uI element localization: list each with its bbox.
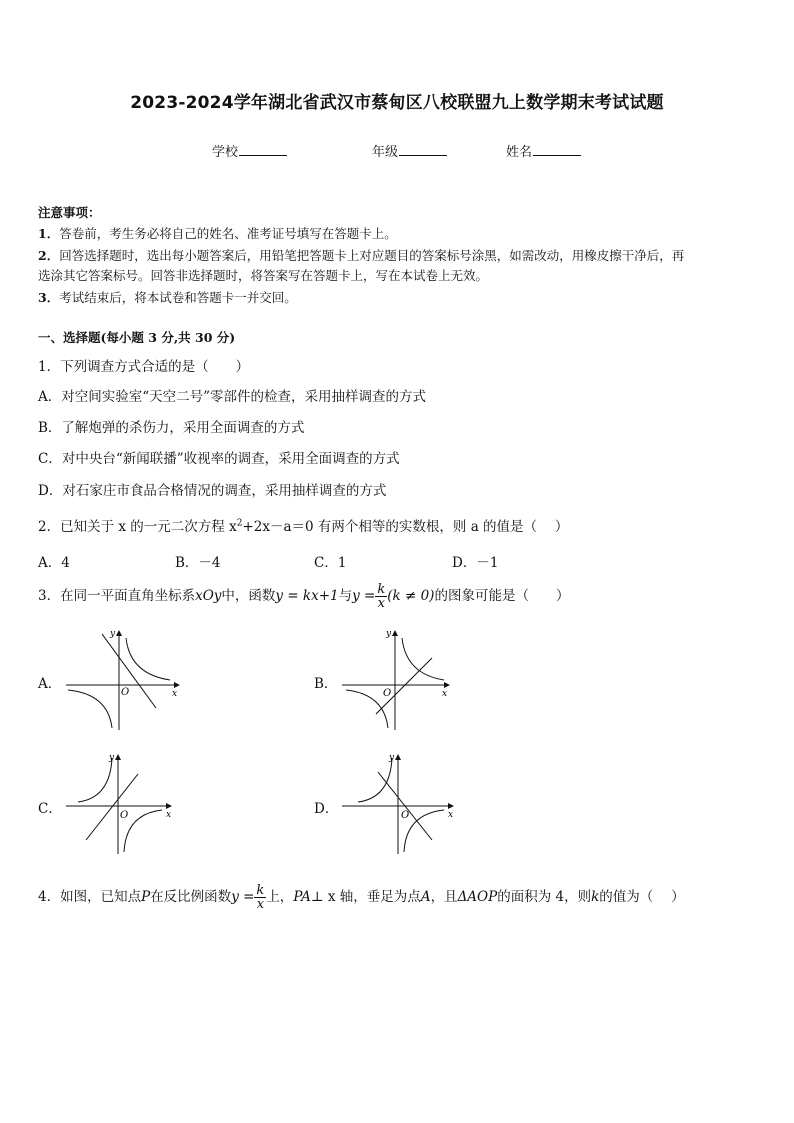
origin-label: O xyxy=(121,687,130,698)
x-axis-arrow xyxy=(166,803,172,809)
note-1: 1．答卷前，考生务必将自己的姓名、准考证号填写在答题卡上。 xyxy=(38,226,397,241)
q1-stem: 1．下列调查方式合适的是（ ） xyxy=(38,359,250,375)
q2-option-d[interactable]: D．－1 xyxy=(452,555,499,571)
line-graph xyxy=(86,774,138,840)
q3-option-a-label[interactable]: A． xyxy=(38,676,62,692)
q2-option-a[interactable]: A．4 xyxy=(38,555,70,571)
q3-graph-d[interactable] xyxy=(340,748,464,856)
school-field[interactable] xyxy=(212,141,287,160)
hyperbola-branch-2 xyxy=(68,690,112,728)
q3-option-c-label[interactable]: C． xyxy=(38,801,62,817)
hyperbola-branch-1 xyxy=(358,758,392,802)
y-axis-arrow xyxy=(395,754,401,760)
q1-option-b[interactable]: B．了解炮弹的杀伤力，采用全面调查的方式 xyxy=(38,420,305,436)
grade-field[interactable] xyxy=(372,141,447,160)
grade-blank[interactable] xyxy=(399,143,447,156)
q4-fraction: $\frac{k}{x}$ xyxy=(256,883,265,912)
q3-option-d-label[interactable]: D． xyxy=(314,801,339,817)
hyperbola-branch-1 xyxy=(126,638,170,680)
origin-label: O xyxy=(120,810,129,821)
name-blank[interactable] xyxy=(533,143,581,156)
name-field[interactable] xyxy=(506,141,581,160)
x-label: x xyxy=(172,689,178,699)
y-axis-arrow xyxy=(392,630,398,636)
q3-graph-b[interactable] xyxy=(340,624,464,732)
q2-option-b[interactable]: B．－4 xyxy=(175,555,221,571)
q3-graph-a[interactable] xyxy=(64,624,188,732)
x-axis-arrow xyxy=(174,682,180,688)
q3-fraction: $\frac{k}{x}$ xyxy=(377,582,386,611)
x-label: x xyxy=(448,810,454,820)
q1-option-a[interactable]: A．对空间实验室“天空二号”零部件的检查，采用抽样调查的方式 xyxy=(38,389,427,405)
y-axis-arrow xyxy=(116,630,122,636)
line-graph xyxy=(376,658,432,714)
q2-option-c[interactable]: C．1 xyxy=(314,555,347,571)
x-axis-arrow xyxy=(448,803,454,809)
y-label: y xyxy=(110,629,116,639)
name-label: 姓名 xyxy=(506,145,533,160)
q3-function-linear: y = kx+1 xyxy=(275,588,339,604)
x-axis-arrow xyxy=(444,682,450,688)
q2-equation: $x^2+2x-a=0$ xyxy=(229,518,314,535)
q3-graph-c[interactable] xyxy=(64,748,188,856)
y-label: y xyxy=(386,629,392,639)
school-label: 学校 xyxy=(212,145,239,160)
school-blank[interactable] xyxy=(239,143,287,156)
q3-stem: 3．在同一平面直角坐标系xOy中，函数y = kx+1与y = $\frac{k}{x}$ (k ≠ 0)的图象可能是（ ） xyxy=(38,582,570,611)
note-3: 3．考试结束后，将本试卷和答题卡一并交回。 xyxy=(38,290,297,305)
note-2-line-1: 2．回答选择题时，选出每小题答案后，用铅笔把答题卡上对应题目的答案标号涂黑，如需改动，用橡皮擦干净后，再 xyxy=(38,248,685,263)
q3-option-b-label[interactable]: B． xyxy=(314,676,338,692)
grade-label: 年级 xyxy=(372,145,399,160)
q4-stem: 4．如图，已知点P在反比例函数y = $\frac{k}{x}$ 上，PA⊥ x 轴，垂足为点A，且ΔAOP的面积为 4，则k的值为（ ） xyxy=(38,883,685,912)
notes-heading: 注意事项： xyxy=(38,205,101,220)
hyperbola-branch-2 xyxy=(404,810,444,852)
note-2-line-2: 选涂其它答案标号。回答非选择题时，将答案写在答题卡上，写在本试卷上无效。 xyxy=(38,268,489,283)
x-label: x xyxy=(442,689,448,699)
x-label: x xyxy=(166,810,172,820)
q1-option-c[interactable]: C．对中央台“新闻联播”收视率的调查，采用全面调查的方式 xyxy=(38,451,400,467)
page-title: 2023-2024学年湖北省武汉市蔡甸区八校联盟九上数学期末考试试题 xyxy=(130,93,664,113)
origin-label: O xyxy=(401,810,410,821)
hyperbola-branch-1 xyxy=(402,638,444,680)
q2-stem: 2．已知关于 x 的一元二次方程 $x^2+2x-a=0$ 有两个相等的实数根，则 a 的值是（ ） xyxy=(38,518,569,535)
y-label: y xyxy=(109,753,115,763)
y-axis-arrow xyxy=(115,754,121,760)
hyperbola-branch-1 xyxy=(78,758,112,802)
hyperbola-branch-2 xyxy=(124,810,162,852)
q1-option-d[interactable]: D．对石家庄市食品合格情况的调查，采用抽样调查的方式 xyxy=(38,483,387,499)
section-heading: 一、选择题(每小题 3 分,共 30 分) xyxy=(38,330,236,345)
y-label: y xyxy=(389,753,395,763)
origin-label: O xyxy=(383,688,392,699)
